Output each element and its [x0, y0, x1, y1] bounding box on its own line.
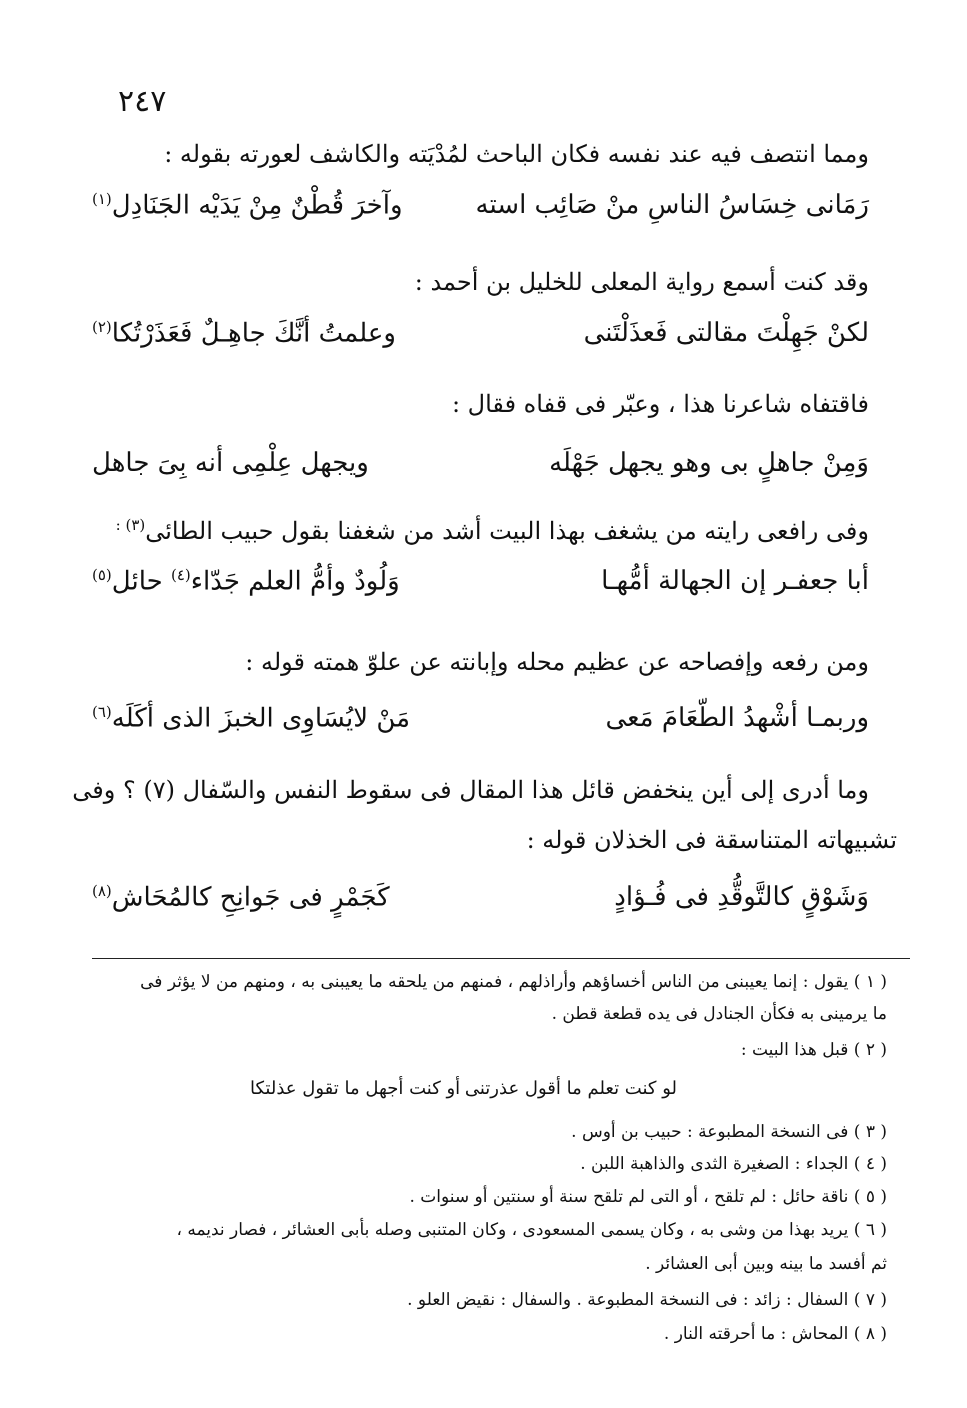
- verse-2-second-hemistich: [92, 318, 396, 349]
- verse-1-second-hemistich: [92, 190, 403, 221]
- paragraph-4-text: وفى رافعى رايته من يشغف بهذا البيت أشد من شغفنا بقول حبيب الطائى: [145, 517, 869, 545]
- paragraph-intro-3: فاقتفاه شاعرنا هذا ، وعبّر فى قفاه فقال :: [451, 390, 869, 418]
- verse-4-first-hemistich: أبا جعفـر إن الجهالة أمُّهـا: [601, 566, 869, 596]
- verse-6-second-text: كَجَمْرٍ فى جَوانِحِ كالمُحَاش: [111, 882, 390, 913]
- paragraph-intro-6-cont: تشبيهاته المتناسقة فى الخذلان قوله :: [526, 826, 897, 854]
- page-number: ٢٤٧: [118, 84, 167, 119]
- footnote-5: ( ٥ ) ناقة حائل : لم تلقح ، أو التى لم تلقح سنة أو سنتين أو سنوات .: [409, 1187, 887, 1207]
- verse-2: [92, 318, 869, 349]
- footnote-ref-1: (١): [92, 190, 112, 208]
- footnote-1-cont: ما يرمينى به فكأن الجنادل فى يده قطعة قطن .: [551, 1004, 887, 1024]
- footnote-ref-3: (٣) :: [115, 516, 146, 534]
- footnote-ref-5: (٥): [92, 566, 112, 584]
- footnote-ref-2: (٢): [92, 318, 112, 336]
- verse-6-second-hemistich: [92, 882, 390, 913]
- verse-5-second-hemistich: [92, 703, 410, 734]
- verse-4-second-hemistich: [92, 566, 400, 597]
- verse-1: [92, 190, 869, 221]
- footnote-6: ( ٦ ) يريد بهذا من وشى به ، وكان يسمى المسعودى ، وكان المتنبى وصله بأبى العشائر ، فصار نديمه ،: [176, 1220, 887, 1240]
- footnote-2-verse: [250, 1078, 677, 1099]
- verse-3-first-hemistich: وَمِنْ جاهلٍ بى وهو يجهل جَهْلَه: [549, 448, 869, 478]
- footnote-8: ( ٨ ) المحاش : ما أحرقته النار .: [663, 1324, 887, 1344]
- verse-6: [92, 882, 869, 913]
- footnote-6-cont: ثم أفسد ما بينه وبين أبى العشائر .: [645, 1254, 887, 1274]
- paragraph-intro-6: وما أدرى إلى أين ينخفض قائل هذا المقال فى سقوط النفس والسّفال (٧) ؟ وفى: [72, 776, 869, 804]
- verse-4-end-word: حائل: [111, 566, 163, 597]
- paragraph-intro-4: [92, 516, 869, 545]
- footnote-2-verse-first: لو كنت تعلم ما أقول عذرتنى: [464, 1078, 677, 1099]
- footnote-divider: [92, 958, 910, 959]
- paragraph-intro-1: ومما انتصف فيه عند نفسه فكان الباحث لمُدْيَته والكاشف لعورته بقوله :: [164, 140, 869, 168]
- footnote-3: ( ٣ ) فى النسخة المطبوعة : حبيب بن أوس .: [571, 1122, 887, 1142]
- verse-6-first-hemistich: وَشَوْقٍ كالتَّوقُّدِ فى فُـؤادٍ: [614, 882, 869, 912]
- footnote-7: ( ٧ ) السفال : زائد : فى النسخة المطبوعة . والسفال : نقيض العلو .: [407, 1290, 887, 1310]
- footnote-ref-6: (٦): [92, 703, 112, 721]
- footnote-2-verse-second: أو كنت أجهل ما تقول عذلتكا: [250, 1078, 461, 1099]
- verse-2-second-text: وعلمتُ أنَّكَ جاهِـلٌ فَعَذَرْتُكا: [111, 318, 396, 349]
- verse-3: [92, 448, 869, 478]
- footnote-ref-4: (٤): [170, 566, 191, 584]
- verse-5-first-hemistich: وربمـا أشْهدُ الطّعَامَ مَعى: [605, 703, 869, 733]
- verse-4-second-text: وَلُودٌ وأمُّ العلم جَدّاء: [190, 566, 400, 597]
- paragraph-intro-2: وقد كنت أسمع رواية المعلى للخليل بن أحمد :: [414, 268, 869, 296]
- footnote-1: ( ١ ) يقول : إنما يعيبنى من الناس أخساؤهم وأراذلهم ، فمنهم من يلحقه ما يعيبنى به ، ومنهم من لا يؤثر فى: [140, 972, 887, 992]
- verse-2-first-hemistich: لكنْ جَهِلْتَ مقالتى فَعذَلْتَنى: [583, 318, 869, 348]
- verse-3-second-hemistich: ويجهل عِلْمِى أنه بِىَ جاهل: [92, 448, 369, 478]
- paragraph-intro-5: ومن رفعه وإفصاحه عن عظيم محله وإبانته عن علوّ همته قوله :: [245, 648, 869, 676]
- verse-1-second-text: وآخرَ قُطْنٌ مِنْ يَدَيْه الجَنَادِل: [111, 190, 403, 221]
- footnote-4: ( ٤ ) الجداء : الصغيرة الثدى والذاهبة اللبن .: [580, 1154, 887, 1174]
- verse-5-second-text: مَنْ لايُسَاوِى الخبزَ الذى أكَلَه: [111, 703, 411, 734]
- verse-1-first-hemistich: رَمَانى خِسَاسُ الناسِ منْ صَائِب استه: [475, 190, 869, 220]
- verse-5: [92, 703, 869, 734]
- verse-4: [92, 566, 869, 597]
- footnote-2: ( ٢ ) قبل هذا البيت :: [740, 1040, 887, 1060]
- footnote-ref-8: (٨): [92, 882, 112, 900]
